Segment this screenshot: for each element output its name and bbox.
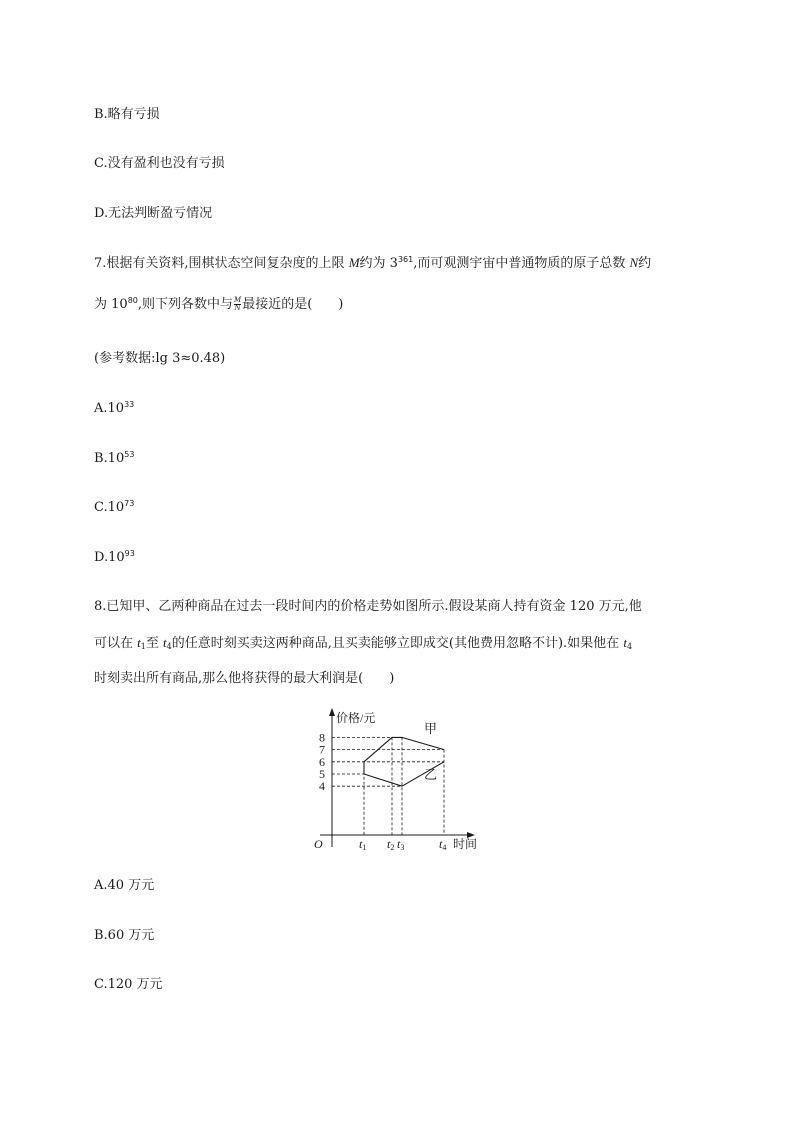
q8-line-2: 可以在 $t_1$至 $t_4$的任意时刻买卖这两种商品,且买卖能够立即成交(其他费用忽略不计).如果他在 $t_4$: [94, 635, 633, 651]
price-trend-chart: [300, 705, 490, 855]
option-q8-b: B.60 万元: [94, 928, 155, 943]
series-label-jia: 甲: [424, 721, 438, 736]
y-axis-arrow: [329, 708, 335, 716]
x-tick-label: t3: [397, 837, 405, 852]
y-tick-label: 7: [319, 742, 325, 757]
q8-line-3: 时刻卖出所有商品,那么他将获得的最大利润是( ): [94, 671, 395, 686]
option-q7-d: $D.10^{93}$: [94, 549, 135, 565]
exponent: 361: [397, 255, 414, 264]
y-tick-label: 4: [319, 779, 325, 794]
y-axis-label: 价格/元: [336, 711, 376, 725]
q7-line-1: 7.根据有关资料,围棋状态空间复杂度的上限 M约为 $3^{361}$,而可观测宇宙中普通物质的原子总数 N约: [94, 255, 652, 271]
option-q8-c: C.120 万元: [94, 977, 163, 992]
var-n: N: [629, 255, 639, 270]
exponent: 80: [127, 296, 138, 305]
y-tick-label: 6: [319, 754, 325, 769]
q7-reference-data: (参考数据:lg 3≈0.48): [94, 351, 226, 366]
y-tick-label: 5: [319, 767, 325, 781]
q7-line-2: 为 $10^{80}$,则下列各数中与 $\frac{M}{N}$ 最接近的是( ): [94, 296, 344, 312]
x-tick-label: t2: [387, 837, 395, 852]
origin-label: O: [314, 837, 323, 851]
option-q7-c: $C.10^{73}$: [94, 499, 135, 515]
x-tick-label: t1: [359, 837, 367, 852]
series-label-yi: 乙: [424, 767, 438, 782]
fraction-m-over-n: $\frac{M}{N}$: [234, 296, 242, 312]
q8-line-1: 8.已知甲、乙两种商品在过去一段时间内的价格走势如图所示.假设某商人持有资金 120 万元,他: [94, 599, 642, 614]
y-tick-label: 8: [319, 730, 325, 745]
option-q6-d: D.无法判断盈亏情况: [94, 206, 213, 221]
option-q7-b: $B.10^{53}$: [94, 450, 135, 466]
option-q8-a: A.40 万元: [94, 878, 155, 893]
x-tick-label: t4: [439, 837, 447, 852]
option-q7-a: $A.10^{33}$: [94, 400, 135, 416]
x-axis-label: 时间: [453, 837, 478, 851]
option-q6-b: B.略有亏损: [94, 107, 160, 122]
var-m: M: [348, 255, 360, 270]
option-q6-c: C.没有盈利也没有亏损: [94, 156, 225, 171]
